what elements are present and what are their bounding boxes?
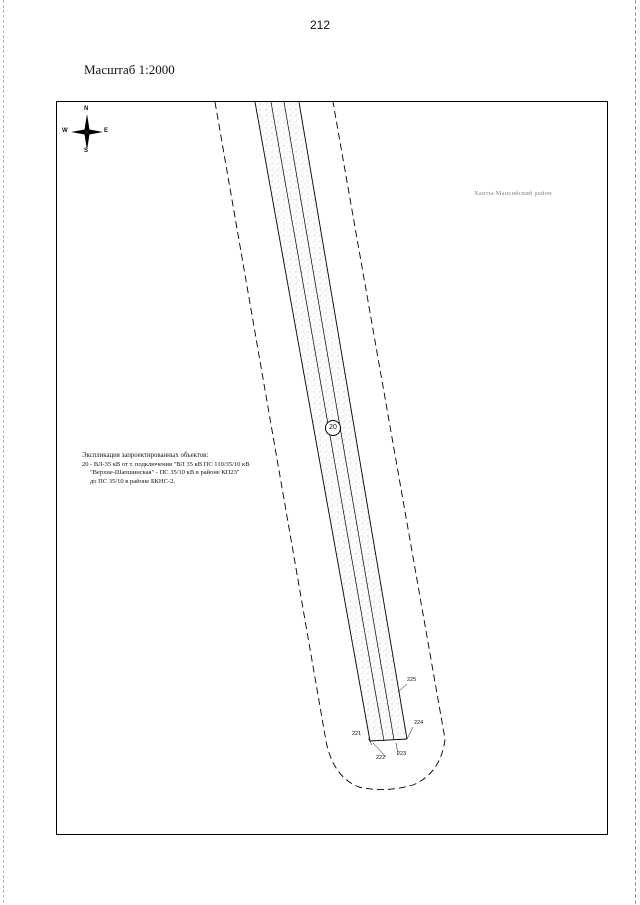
area-label: Ханты-Мансийский район xyxy=(474,190,552,197)
point-label-225: 225 xyxy=(407,677,417,683)
page-number: 212 xyxy=(309,18,331,32)
compass-s-label: S xyxy=(84,148,89,154)
scale-label: Масштаб 1:2000 xyxy=(84,62,175,77)
legend-line: "Верхне-Шапшинская" - ПС 35/10 кВ в районе КП23" xyxy=(90,469,240,477)
compass-w-label: W xyxy=(62,128,68,134)
point-label-224: 224 xyxy=(414,720,424,726)
scan-edge-left xyxy=(3,0,4,905)
legend xyxy=(82,452,262,486)
leader-225 xyxy=(399,684,407,691)
compass-e-label: E xyxy=(104,128,109,134)
legend-line: до ПС 35/10 в районе БКНС-2. xyxy=(90,477,175,485)
point-label-223: 223 xyxy=(397,751,407,757)
point-label-222: 222 xyxy=(376,755,386,761)
legend-title: Экспликация запроектированных объектов: xyxy=(82,452,209,459)
legend-line: 20 - ВЛ-35 кВ от т. подключения "ВЛ 35 кВ ПС 110/35/10 кВ xyxy=(82,460,250,468)
point-label-221: 221 xyxy=(352,731,362,737)
power-line-axis-2 xyxy=(284,102,394,740)
compass-rose xyxy=(64,108,110,156)
scan-edge-right xyxy=(635,0,636,905)
leader-224 xyxy=(407,727,413,739)
compass-n-label: N xyxy=(84,106,89,112)
object-number-marker: 20 xyxy=(325,420,341,436)
